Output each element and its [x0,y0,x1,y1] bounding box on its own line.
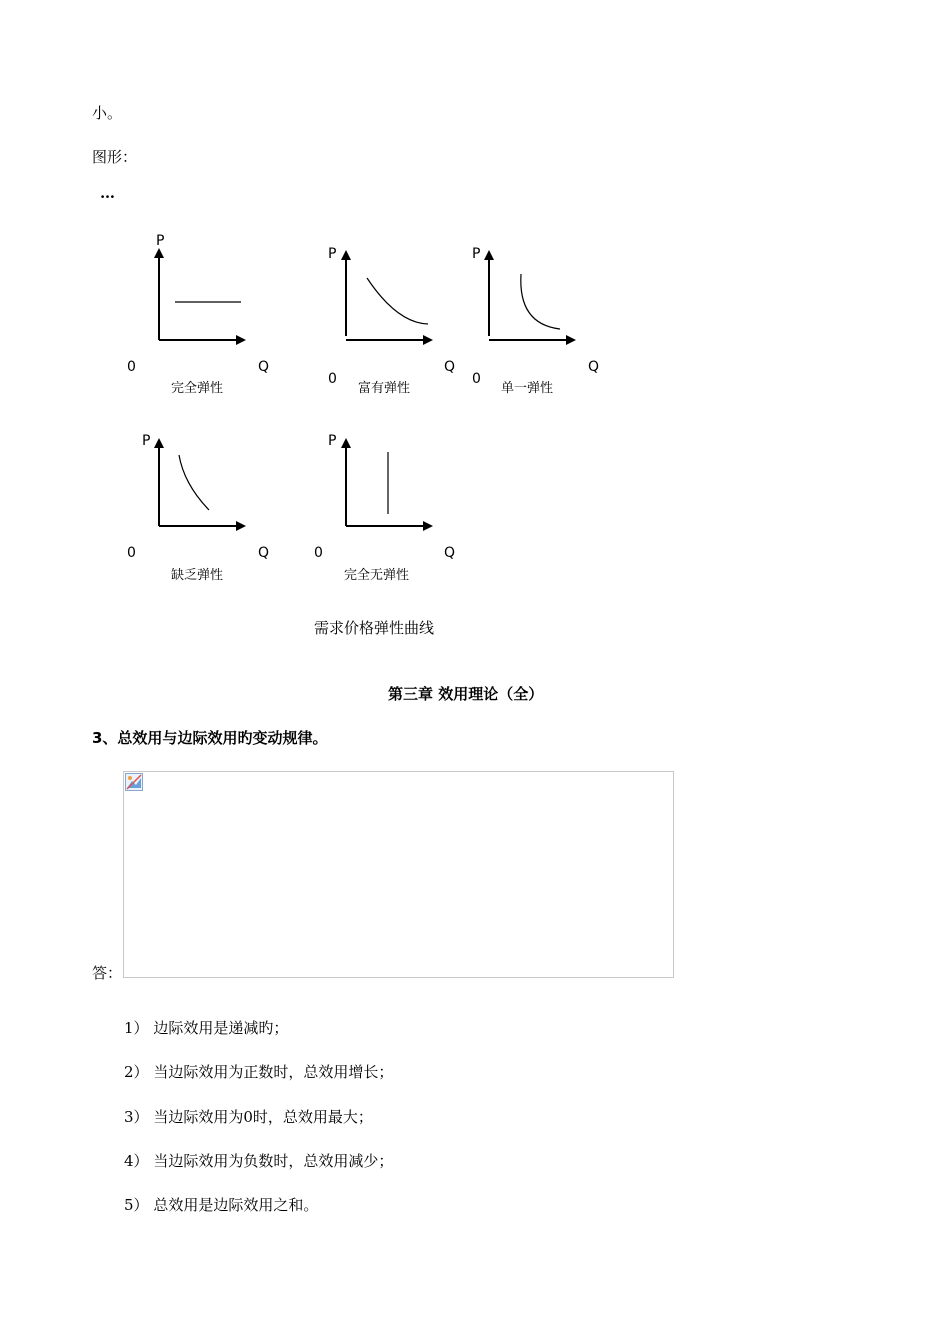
question-heading: 3、总效用与边际效用旳变动规律。 [92,729,328,747]
graph-inelastic [150,434,250,534]
item-number: 5） [124,1196,149,1214]
item-text: 总效用是边际效用之和。 [153,1196,319,1214]
ellipsis: … [100,184,115,202]
item-number: 1） [124,1019,149,1037]
demand-curve [179,455,209,510]
item-text: 当边际效用为正数时，总效用增长； [153,1063,394,1081]
graph-caption: 缺乏弹性 [171,568,224,583]
answer-item [124,1194,318,1215]
top-text: 小。 [92,104,123,122]
graph-elastic [337,248,437,348]
q-axis-label: Q [444,545,456,561]
origin-label: 0 [314,545,323,561]
broken-image-icon [124,772,144,792]
graph-perfectly-inelastic [337,434,437,534]
graph-perfectly-elastic [150,248,250,348]
demand-curve [521,274,560,329]
p-axis-label: P [156,233,165,249]
answer-item [124,1061,393,1082]
item-number: 2） [124,1063,149,1081]
chapter-title: 第三章 效用理论（全） [388,685,544,703]
graph-caption: 完全无弹性 [344,568,410,583]
p-axis-label: P [328,433,337,449]
q-axis-label: Q [258,359,270,375]
graph-caption: 完全弹性 [171,381,224,396]
item-number: 3） [124,1108,149,1126]
q-axis-label: Q [444,359,456,375]
q-axis-label: Q [588,359,600,375]
figure-label: 图形： [92,148,138,166]
answer-label: 答： [92,964,123,982]
answer-item [124,1106,373,1127]
graph-caption: 单一弹性 [501,381,554,396]
answer-item [124,1017,288,1038]
answer-item [124,1150,393,1171]
item-text: 当边际效用为0时，总效用最大； [153,1108,373,1126]
origin-label: 0 [127,545,136,561]
origin-label: 0 [127,359,136,375]
origin-label: 0 [328,371,337,387]
item-number: 4） [124,1152,149,1170]
graph-caption: 富有弹性 [358,381,411,396]
figure-caption: 需求价格弹性曲线 [314,619,435,637]
p-axis-label: P [472,246,481,262]
graph-unit-elastic [480,248,580,348]
demand-curve [367,278,428,324]
q-axis-label: Q [258,545,270,561]
p-axis-label: P [142,433,151,449]
item-text: 当边际效用为负数时，总效用减少； [153,1152,394,1170]
p-axis-label: P [328,246,337,262]
item-text: 边际效用是递减旳； [153,1019,289,1037]
broken-image-placeholder [123,771,674,978]
origin-label: 0 [472,371,481,387]
